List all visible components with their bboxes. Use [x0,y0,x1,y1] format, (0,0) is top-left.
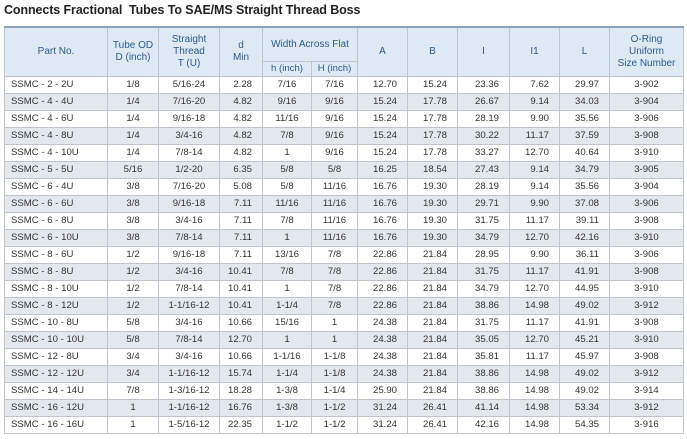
cell-i: 38.86 [458,383,510,400]
cell-thread: 7/16-20 [159,94,220,111]
cell-part-no: SSMC - 10 - 8U [5,315,108,332]
cell-oring: 3-904 [610,94,684,111]
cell-h: 15/16 [263,315,312,332]
cell-a: 16.76 [358,230,408,247]
table-body [5,77,684,434]
cell-thread: 3/4-16 [159,213,220,230]
cell-h: 13/16 [263,247,312,264]
cell-tube-od: 3/4 [108,349,159,366]
cell-oring: 3-910 [610,281,684,298]
cell-d-min: 5.08 [220,179,263,196]
cell-H: 1 [312,332,358,349]
cell-b: 15.24 [408,77,458,94]
cell-H: 7/8 [312,298,358,315]
cell-oring: 3-914 [610,383,684,400]
header-tube-od: Tube OD D (inch) [108,27,159,77]
cell-i1: 14.98 [510,366,560,383]
cell-l: 45.97 [560,349,610,366]
cell-tube-od: 3/4 [108,366,159,383]
cell-h: 5/8 [263,179,312,196]
header-h-inch: h (inch) [263,62,312,77]
cell-b: 21.84 [408,332,458,349]
cell-a: 25.90 [358,383,408,400]
cell-i: 34.79 [458,281,510,298]
cell-tube-od: 7/8 [108,383,159,400]
table-row [5,179,684,196]
cell-oring: 3-906 [610,247,684,264]
cell-tube-od: 1 [108,417,159,434]
cell-b: 18.54 [408,162,458,179]
cell-b: 26.41 [408,417,458,434]
cell-tube-od: 5/8 [108,315,159,332]
cell-part-no: SSMC - 6 - 8U [5,213,108,230]
cell-H: 7/16 [312,77,358,94]
table-row [5,77,684,94]
cell-H: 7/8 [312,264,358,281]
table-row [5,196,684,213]
cell-H: 7/8 [312,247,358,264]
cell-b: 26.41 [408,400,458,417]
cell-part-no: SSMC - 4 - 8U [5,128,108,145]
cell-tube-od: 1/2 [108,264,159,281]
cell-h: 11/16 [263,196,312,213]
header-d-min: d Min [220,27,263,77]
table-row [5,162,684,179]
cell-H: 1-1/2 [312,417,358,434]
cell-l: 49.02 [560,383,610,400]
table-row [5,298,684,315]
cell-a: 22.86 [358,298,408,315]
cell-l: 39.11 [560,213,610,230]
cell-H: 1-1/4 [312,383,358,400]
cell-b: 19.30 [408,230,458,247]
cell-i: 28.95 [458,247,510,264]
header-oring: O-Ring Uniform Size Number [610,27,684,77]
cell-h: 1-1/16 [263,349,312,366]
cell-b: 17.78 [408,128,458,145]
cell-i: 31.75 [458,315,510,332]
header-i: I [458,27,510,77]
cell-h: 1-3/8 [263,400,312,417]
table-row [5,349,684,366]
cell-a: 24.38 [358,315,408,332]
cell-i1: 9.90 [510,196,560,213]
table-row [5,94,684,111]
cell-i1: 12.70 [510,281,560,298]
cell-part-no: SSMC - 4 - 4U [5,94,108,111]
cell-d-min: 4.82 [220,111,263,128]
cell-tube-od: 1/4 [108,145,159,162]
table-row [5,400,684,417]
table-row [5,247,684,264]
cell-l: 35.56 [560,179,610,196]
cell-H: 1-1/8 [312,349,358,366]
cell-b: 17.78 [408,111,458,128]
cell-part-no: SSMC - 10 - 10U [5,332,108,349]
cell-H: 7/8 [312,281,358,298]
cell-i1: 9.14 [510,179,560,196]
table-row [5,366,684,383]
cell-d-min: 10.41 [220,298,263,315]
cell-part-no: SSMC - 8 - 10U [5,281,108,298]
cell-thread: 3/4-16 [159,315,220,332]
cell-i1: 14.98 [510,400,560,417]
table-row [5,145,684,162]
cell-thread: 1-1/16-12 [159,298,220,315]
cell-d-min: 12.70 [220,332,263,349]
cell-thread: 7/8-14 [159,332,220,349]
cell-i: 41.14 [458,400,510,417]
cell-b: 19.30 [408,196,458,213]
cell-oring: 3-910 [610,230,684,247]
cell-h: 9/16 [263,94,312,111]
cell-b: 17.78 [408,145,458,162]
cell-h: 1 [263,332,312,349]
cell-thread: 9/16-18 [159,111,220,128]
cell-d-min: 16.76 [220,400,263,417]
cell-a: 15.24 [358,94,408,111]
cell-a: 22.86 [358,264,408,281]
cell-i1: 12.70 [510,332,560,349]
cell-i: 31.75 [458,213,510,230]
cell-h: 5/8 [263,162,312,179]
cell-thread: 9/16-18 [159,247,220,264]
cell-H: 5/8 [312,162,358,179]
cell-b: 17.78 [408,94,458,111]
cell-oring: 3-912 [610,298,684,315]
cell-tube-od: 5/16 [108,162,159,179]
cell-h: 7/16 [263,77,312,94]
cell-tube-od: 1/2 [108,247,159,264]
table-row [5,281,684,298]
cell-i: 30.22 [458,128,510,145]
cell-tube-od: 3/8 [108,196,159,213]
cell-thread: 1-1/16-12 [159,366,220,383]
cell-i1: 11.17 [510,128,560,145]
cell-d-min: 22.35 [220,417,263,434]
cell-i1: 9.14 [510,162,560,179]
cell-i: 38.86 [458,298,510,315]
cell-thread: 3/4-16 [159,349,220,366]
cell-l: 49.02 [560,366,610,383]
cell-oring: 3-908 [610,264,684,281]
cell-b: 21.84 [408,366,458,383]
header-H-inch: H (inch) [312,62,358,77]
cell-part-no: SSMC - 8 - 6U [5,247,108,264]
cell-h: 1 [263,281,312,298]
table-row [5,230,684,247]
cell-i1: 9.14 [510,94,560,111]
cell-part-no: SSMC - 12 - 8U [5,349,108,366]
cell-a: 22.86 [358,247,408,264]
cell-a: 16.76 [358,179,408,196]
cell-b: 21.84 [408,264,458,281]
cell-i: 38.86 [458,366,510,383]
cell-i1: 9.90 [510,247,560,264]
cell-b: 19.30 [408,179,458,196]
cell-oring: 3-905 [610,162,684,179]
cell-H: 1 [312,315,358,332]
cell-a: 15.24 [358,128,408,145]
cell-part-no: SSMC - 14 - 14U [5,383,108,400]
cell-i: 28.19 [458,179,510,196]
cell-b: 19.30 [408,213,458,230]
cell-a: 31.24 [358,417,408,434]
table-row [5,383,684,400]
cell-thread: 1-1/16-12 [159,400,220,417]
cell-i1: 11.17 [510,264,560,281]
cell-thread: 7/16-20 [159,179,220,196]
cell-l: 40.64 [560,145,610,162]
cell-i1: 11.17 [510,349,560,366]
table-row [5,128,684,145]
cell-thread: 5/16-24 [159,77,220,94]
cell-b: 21.84 [408,349,458,366]
cell-a: 24.38 [358,366,408,383]
cell-d-min: 7.11 [220,247,263,264]
cell-oring: 3-902 [610,77,684,94]
cell-tube-od: 3/8 [108,179,159,196]
header-l: L [560,27,610,77]
cell-i1: 11.17 [510,213,560,230]
cell-d-min: 18.28 [220,383,263,400]
cell-part-no: SSMC - 12 - 12U [5,366,108,383]
cell-d-min: 10.41 [220,281,263,298]
cell-part-no: SSMC - 6 - 10U [5,230,108,247]
cell-d-min: 7.11 [220,213,263,230]
cell-H: 1-1/2 [312,400,358,417]
cell-i: 31.75 [458,264,510,281]
table-row [5,332,684,349]
cell-part-no: SSMC - 6 - 4U [5,179,108,196]
cell-i: 34.79 [458,230,510,247]
cell-h: 1-1/4 [263,298,312,315]
table-row [5,111,684,128]
spec-table [4,26,684,434]
cell-tube-od: 3/8 [108,213,159,230]
table-row [5,315,684,332]
cell-l: 45.21 [560,332,610,349]
cell-oring: 3-916 [610,417,684,434]
cell-h: 7/8 [263,128,312,145]
cell-l: 49.02 [560,298,610,315]
cell-tube-od: 5/8 [108,332,159,349]
cell-b: 21.84 [408,298,458,315]
cell-H: 11/16 [312,213,358,230]
header-row [5,27,684,62]
cell-h: 1-1/2 [263,417,312,434]
cell-H: 1-1/8 [312,366,358,383]
cell-i1: 9.90 [510,111,560,128]
page-title: Connects Fractional Tubes To SAE/MS Straight Thread Boss [4,3,361,17]
cell-l: 35.56 [560,111,610,128]
cell-l: 37.08 [560,196,610,213]
cell-oring: 3-908 [610,213,684,230]
table-row [5,417,684,434]
cell-b: 21.84 [408,247,458,264]
cell-b: 21.84 [408,281,458,298]
cell-a: 16.25 [358,162,408,179]
cell-d-min: 7.11 [220,230,263,247]
cell-i1: 11.17 [510,315,560,332]
cell-i: 26.67 [458,94,510,111]
cell-H: 11/16 [312,230,358,247]
cell-thread: 7/8-14 [159,145,220,162]
cell-d-min: 4.82 [220,94,263,111]
header-b: B [408,27,458,77]
cell-d-min: 7.11 [220,196,263,213]
cell-oring: 3-908 [610,128,684,145]
cell-i: 27.43 [458,162,510,179]
cell-oring: 3-906 [610,111,684,128]
cell-H: 9/16 [312,111,358,128]
cell-l: 34.03 [560,94,610,111]
cell-a: 24.38 [358,349,408,366]
cell-part-no: SSMC - 2 - 2U [5,77,108,94]
cell-a: 16.76 [358,213,408,230]
cell-h: 7/8 [263,264,312,281]
cell-part-no: SSMC - 6 - 6U [5,196,108,213]
cell-h: 11/16 [263,111,312,128]
cell-d-min: 10.66 [220,349,263,366]
cell-a: 12.70 [358,77,408,94]
cell-a: 16.76 [358,196,408,213]
cell-l: 41.91 [560,315,610,332]
cell-d-min: 4.82 [220,128,263,145]
cell-thread: 7/8-14 [159,230,220,247]
cell-h: 1-3/8 [263,383,312,400]
cell-l: 42.16 [560,230,610,247]
cell-part-no: SSMC - 8 - 12U [5,298,108,315]
cell-i: 28.19 [458,111,510,128]
cell-i: 35.81 [458,349,510,366]
cell-i1: 12.70 [510,145,560,162]
cell-h: 1 [263,230,312,247]
cell-tube-od: 1/8 [108,77,159,94]
cell-part-no: SSMC - 4 - 6U [5,111,108,128]
cell-d-min: 2.28 [220,77,263,94]
cell-thread: 9/16-18 [159,196,220,213]
cell-thread: 3/4-16 [159,128,220,145]
cell-part-no: SSMC - 5 - 5U [5,162,108,179]
cell-tube-od: 3/8 [108,230,159,247]
cell-thread: 1-5/16-12 [159,417,220,434]
header-part-no: Part No. [5,27,108,77]
cell-a: 15.24 [358,111,408,128]
cell-d-min: 10.66 [220,315,263,332]
table-row [5,264,684,281]
cell-part-no: SSMC - 8 - 8U [5,264,108,281]
cell-H: 9/16 [312,145,358,162]
cell-d-min: 15.74 [220,366,263,383]
cell-H: 9/16 [312,128,358,145]
cell-i1: 14.98 [510,298,560,315]
cell-a: 31.24 [358,400,408,417]
cell-tube-od: 1 [108,400,159,417]
cell-a: 15.24 [358,145,408,162]
cell-l: 36.11 [560,247,610,264]
cell-i: 33.27 [458,145,510,162]
cell-H: 11/16 [312,179,358,196]
cell-l: 37.59 [560,128,610,145]
cell-tube-od: 1/2 [108,281,159,298]
cell-oring: 3-912 [610,366,684,383]
cell-d-min: 10.41 [220,264,263,281]
cell-part-no: SSMC - 16 - 12U [5,400,108,417]
cell-i1: 14.98 [510,383,560,400]
cell-tube-od: 1/2 [108,298,159,315]
cell-tube-od: 1/4 [108,128,159,145]
cell-part-no: SSMC - 4 - 10U [5,145,108,162]
cell-l: 41.91 [560,264,610,281]
cell-l: 44.95 [560,281,610,298]
header-a: A [358,27,408,77]
cell-oring: 3-906 [610,196,684,213]
cell-H: 9/16 [312,94,358,111]
cell-i1: 14.98 [510,417,560,434]
cell-thread: 7/8-14 [159,281,220,298]
cell-tube-od: 1/4 [108,111,159,128]
cell-tube-od: 1/4 [108,94,159,111]
cell-i: 23.36 [458,77,510,94]
cell-l: 34.79 [560,162,610,179]
cell-h: 7/8 [263,213,312,230]
table-row [5,213,684,230]
cell-oring: 3-910 [610,145,684,162]
cell-l: 53.34 [560,400,610,417]
cell-l: 29.97 [560,77,610,94]
header-straight-thread: Straight Thread T (U) [159,27,220,77]
cell-oring: 3-912 [610,400,684,417]
cell-i1: 12.70 [510,230,560,247]
cell-b: 21.84 [408,383,458,400]
cell-d-min: 6.35 [220,162,263,179]
cell-a: 24.38 [358,332,408,349]
cell-i: 42.16 [458,417,510,434]
cell-H: 11/16 [312,196,358,213]
cell-h: 1 [263,145,312,162]
cell-d-min: 4.82 [220,145,263,162]
cell-h: 1-1/4 [263,366,312,383]
cell-thread: 1/2-20 [159,162,220,179]
cell-oring: 3-910 [610,332,684,349]
cell-thread: 1-3/16-12 [159,383,220,400]
cell-i1: 7.62 [510,77,560,94]
header-i1: I1 [510,27,560,77]
cell-l: 54.35 [560,417,610,434]
cell-oring: 3-908 [610,349,684,366]
cell-oring: 3-908 [610,315,684,332]
cell-i: 29.71 [458,196,510,213]
header-width-across-flat: Width Across Flat [263,27,358,62]
cell-part-no: SSMC - 16 - 16U [5,417,108,434]
cell-oring: 3-904 [610,179,684,196]
cell-b: 21.84 [408,315,458,332]
cell-a: 22.86 [358,281,408,298]
cell-thread: 3/4-16 [159,264,220,281]
cell-i: 35.05 [458,332,510,349]
